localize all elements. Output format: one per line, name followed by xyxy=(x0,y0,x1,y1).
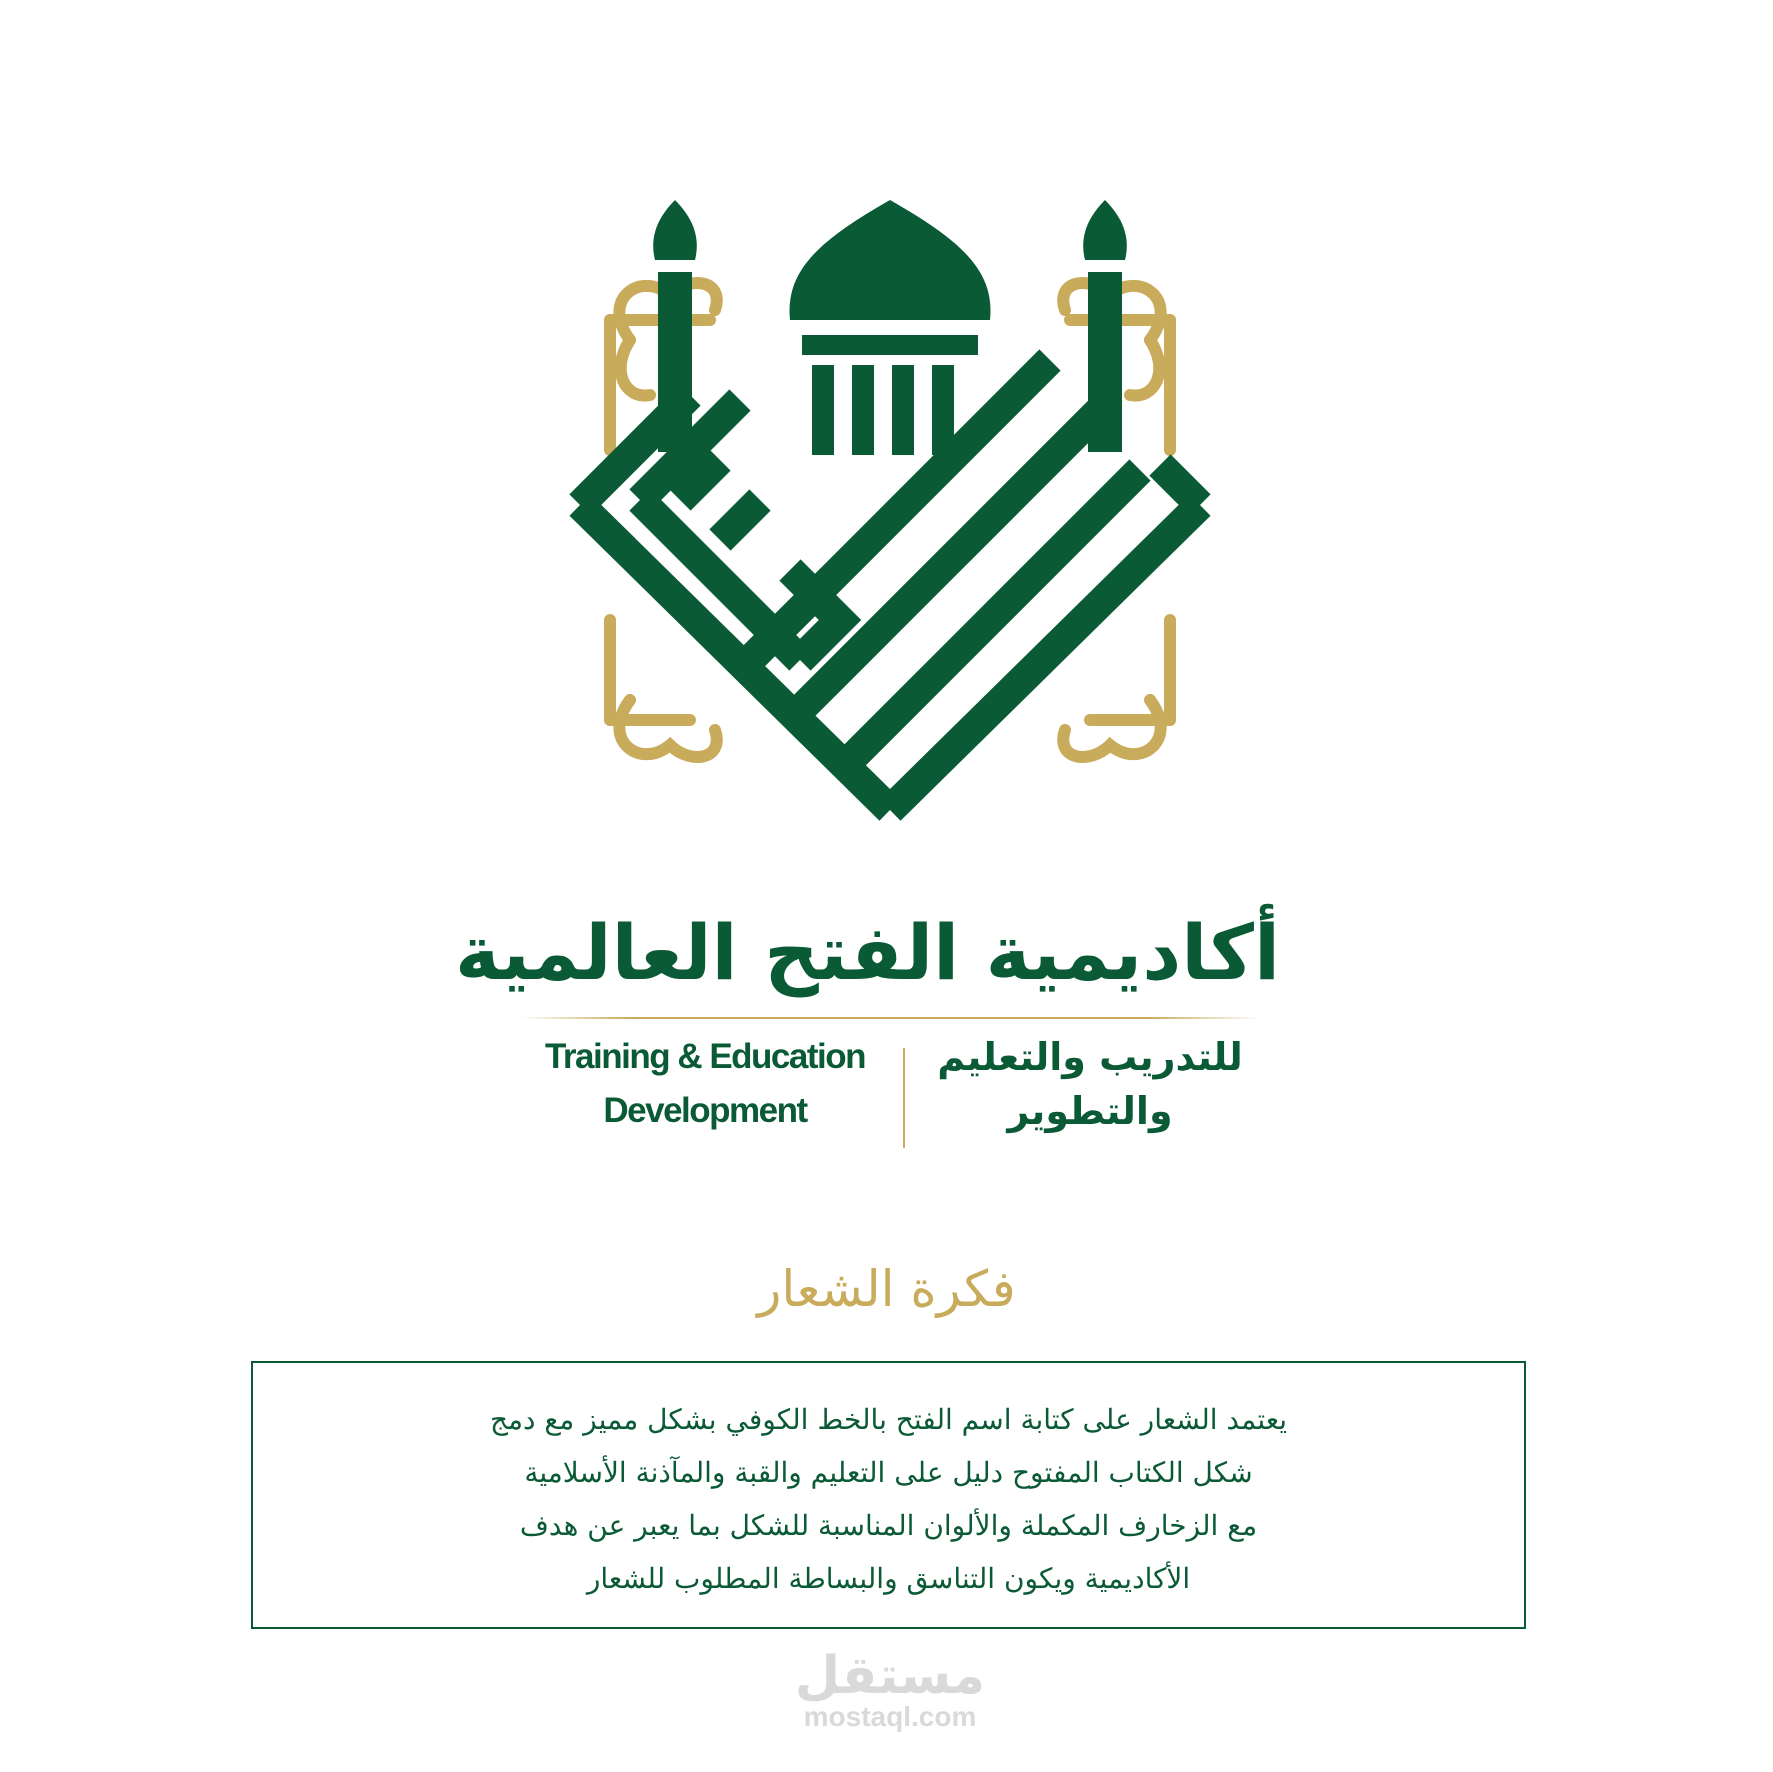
mostaql-watermark xyxy=(760,1646,1020,1733)
vertical-divider xyxy=(903,1048,905,1148)
concept-line: الأكاديمية ويكون التناسق والبساطة المطلوب للشعار xyxy=(586,1562,1191,1595)
concept-description xyxy=(253,1393,1524,1605)
brand-name: أكاديمية الفتح العالمية xyxy=(454,908,1280,997)
tagline-arabic-line: للتدريب والتعليم xyxy=(937,1035,1243,1079)
tagline-arabic-line: والتطوير xyxy=(1007,1089,1173,1133)
concept-heading: فكرة الشعار xyxy=(757,1260,1016,1318)
concept-line: شكل الكتاب المفتوح دليل على التعليم والقبة والمآذنة الأسلامية xyxy=(524,1456,1253,1489)
tagline-english xyxy=(520,1030,890,1138)
watermark-arabic: مستقل xyxy=(794,1646,986,1706)
horizontal-divider xyxy=(520,1017,1260,1019)
tagline-arabic xyxy=(920,1030,1260,1138)
watermark-latin: mostaql.com xyxy=(803,1701,977,1732)
concept-description-box xyxy=(251,1361,1526,1629)
dome-icon xyxy=(790,200,991,455)
logo-mark-icon xyxy=(540,200,1240,890)
concept-line: يعتمد الشعار على كتابة اسم الفتح بالخط الكوفي بشكل مميز مع دمج xyxy=(489,1403,1288,1436)
tagline-english-line: Training & Education xyxy=(544,1037,866,1076)
concept-line: مع الزخارف المكملة والألوان المناسبة للشكل بما يعبر عن هدف xyxy=(519,1509,1258,1542)
tagline-english-line: Development xyxy=(603,1091,807,1130)
